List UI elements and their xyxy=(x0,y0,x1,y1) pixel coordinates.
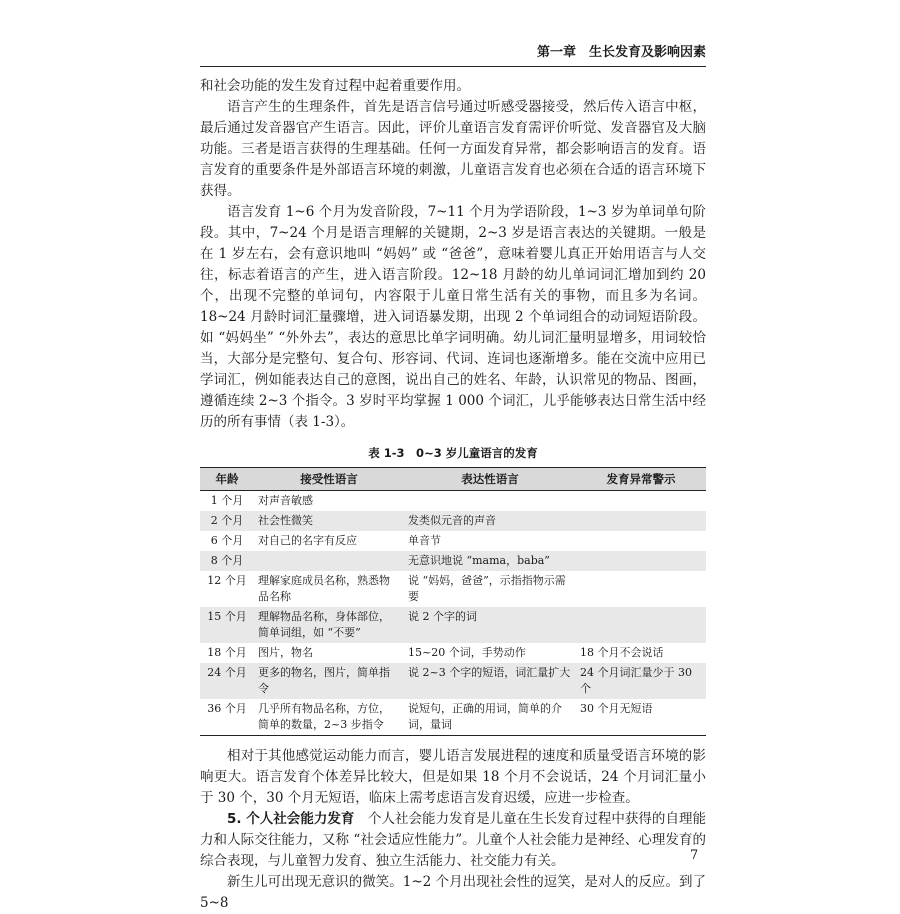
table-row xyxy=(200,511,706,531)
cell-expressive: 15~20 个词，手势动作 xyxy=(408,646,526,659)
cell-warning xyxy=(576,571,706,607)
paragraph-1: 和社会功能的发生发育过程中起着重要作用。 xyxy=(200,78,470,94)
running-header xyxy=(200,40,706,67)
cell-age: 18 个月 xyxy=(207,646,247,659)
cell-age: 8 个月 xyxy=(210,554,244,567)
cell-receptive xyxy=(254,551,404,571)
table-row xyxy=(200,571,706,607)
cell-expressive: 说 2 个字的词 xyxy=(408,610,477,623)
cell-age: 6 个月 xyxy=(210,534,244,547)
cell-age: 1 个月 xyxy=(210,494,244,507)
table-row xyxy=(200,491,706,512)
cell-age: 2 个月 xyxy=(210,514,244,527)
header-age: 年龄 xyxy=(215,472,239,486)
cell-age: 36 个月 xyxy=(207,702,247,715)
cell-receptive: 理解物品名称，身体部位，简单词组，如 “不要” xyxy=(258,610,390,639)
cell-age: 24 个月 xyxy=(207,666,247,679)
table-row xyxy=(200,699,706,736)
header-expressive: 表达性语言 xyxy=(461,472,519,486)
table-row xyxy=(200,663,706,699)
cell-expressive: 发类似元音的声音 xyxy=(408,514,496,527)
page-number: 7 xyxy=(690,848,699,863)
cell-warning xyxy=(576,531,706,551)
table-row xyxy=(200,643,706,663)
cell-warning xyxy=(576,511,706,531)
cell-age: 12 个月 xyxy=(207,574,247,587)
paragraph-2: 语言产生的生理条件，首先是语言信号通过听感受器接受，然后传入语言中枢，最后通过发音器官产生语言。因此，评价儿童语言发育需评价听觉、发音器官及大脑功能。三者是语言获得的生理基础。任何一方面发育异常，都会影响语言的发育。语言发育的重要条件是外部语言环境的刺激，儿童语言发育也必须在合适的语言环境下获得。 xyxy=(200,99,706,199)
chapter-title: 第一章 生长发育及影响因素 xyxy=(536,45,706,60)
cell-expressive: 单音节 xyxy=(408,534,441,547)
cell-expressive: 说 2~3 个字的短语，词汇量扩大 xyxy=(408,666,571,679)
paragraph-4: 相对于其他感觉运动能力而言，婴儿语言发展进程的速度和质量受语言环境的影响更大。语言发育个体差异比较大，但是如果 18 个月不会说话，24 个月词汇量小于 30 个，30 个月无短语，临床上需考虑语言发育迟缓，应进一步检查。 xyxy=(200,748,706,806)
section-body: 个人社会能力发育是儿童在生长发育过程中获得的自理能力和人际交往能力，又称 “社会适应性能力”。儿童个人社会能力是神经、心理发育的综合表现，与儿童智力发育、独立生活能力、社交能力有关。 xyxy=(200,811,706,869)
table-row xyxy=(200,551,706,571)
paragraph-3: 语言发育 1~6 个月为发音阶段，7~11 个月为学语阶段，1~3 岁为单词单句阶段。其中，7~24 个月是语言理解的关键期，2~3 岁是语言表达的关键期。一般是在 1 岁左右，会有意识地叫 “妈妈” 或 “爸爸”，意味着婴儿真正开始用语言与人交往，标志着语言的产生，进入语言阶段。12~18 月龄的幼儿单词词汇增加到约 20 个，出现不完整的单词句，内容限于儿童日常生活有关的事物，而且多为名词。18~24 月龄时词汇量骤增，进入词语暴发期，出现 2 个单词组合的动词短语阶段。如 “妈妈坐” “外外去”，表达的意思比单字词明确。幼儿词汇量明显增多，用词较恰当，大部分是完整句、复合句、形容词、代词、连词也逐渐增多。能在交流中应用已学词汇，例如能表达自己的意图，说出自己的姓名、年龄，认识常见的物品、图画，遵循连续 2~3 个指令。3 岁时平均掌握 1 000 个词汇，儿乎能够表达日常生活中经历的所有事情（表 1-3）。 xyxy=(200,204,706,430)
table-caption: 表 1-3 0~3 岁儿童语言的发育 xyxy=(368,446,538,460)
cell-receptive: 理解家庭成员名称，熟悉物品名称 xyxy=(258,574,390,603)
cell-warning xyxy=(576,491,706,512)
cell-expressive: 无意识地说 “mama，baba” xyxy=(408,554,550,567)
page-body xyxy=(200,76,706,914)
cell-expressive: 说 “妈妈，爸爸”，示指指物示需要 xyxy=(408,574,566,603)
cell-receptive: 图片，物名 xyxy=(258,646,313,659)
cell-receptive: 对自己的名字有反应 xyxy=(258,534,357,547)
cell-warning: 24 个月词汇量少于 30 个 xyxy=(580,666,692,695)
cell-expressive xyxy=(404,491,576,512)
paragraph-5 xyxy=(200,809,706,872)
section-heading: 5. 个人社会能力发育 xyxy=(227,811,355,827)
paragraph-6: 新生儿可出现无意识的微笑。1~2 个月出现社会性的逗笑，是对人的反应。到了 5~8 xyxy=(200,874,706,911)
language-development-table xyxy=(200,467,706,736)
table-header-row xyxy=(200,468,706,491)
header-warning: 发育异常警示 xyxy=(606,472,676,486)
cell-receptive: 社会性微笑 xyxy=(258,514,313,527)
cell-receptive: 几乎所有物品名称，方位，简单的数量，2~3 步指令 xyxy=(258,702,390,731)
header-receptive: 接受性语言 xyxy=(300,472,358,486)
cell-warning: 18 个月不会说话 xyxy=(580,646,664,659)
table-row xyxy=(200,531,706,551)
cell-warning xyxy=(576,607,706,643)
cell-warning xyxy=(576,551,706,571)
cell-expressive: 说短句，正确的用词，简单的介词，量词 xyxy=(408,702,562,731)
table-row xyxy=(200,607,706,643)
cell-receptive: 更多的物名，图片，简单指令 xyxy=(258,666,390,695)
cell-receptive: 对声音敏感 xyxy=(258,494,313,507)
cell-warning: 30 个月无短语 xyxy=(580,702,653,715)
cell-age: 15 个月 xyxy=(207,610,247,623)
